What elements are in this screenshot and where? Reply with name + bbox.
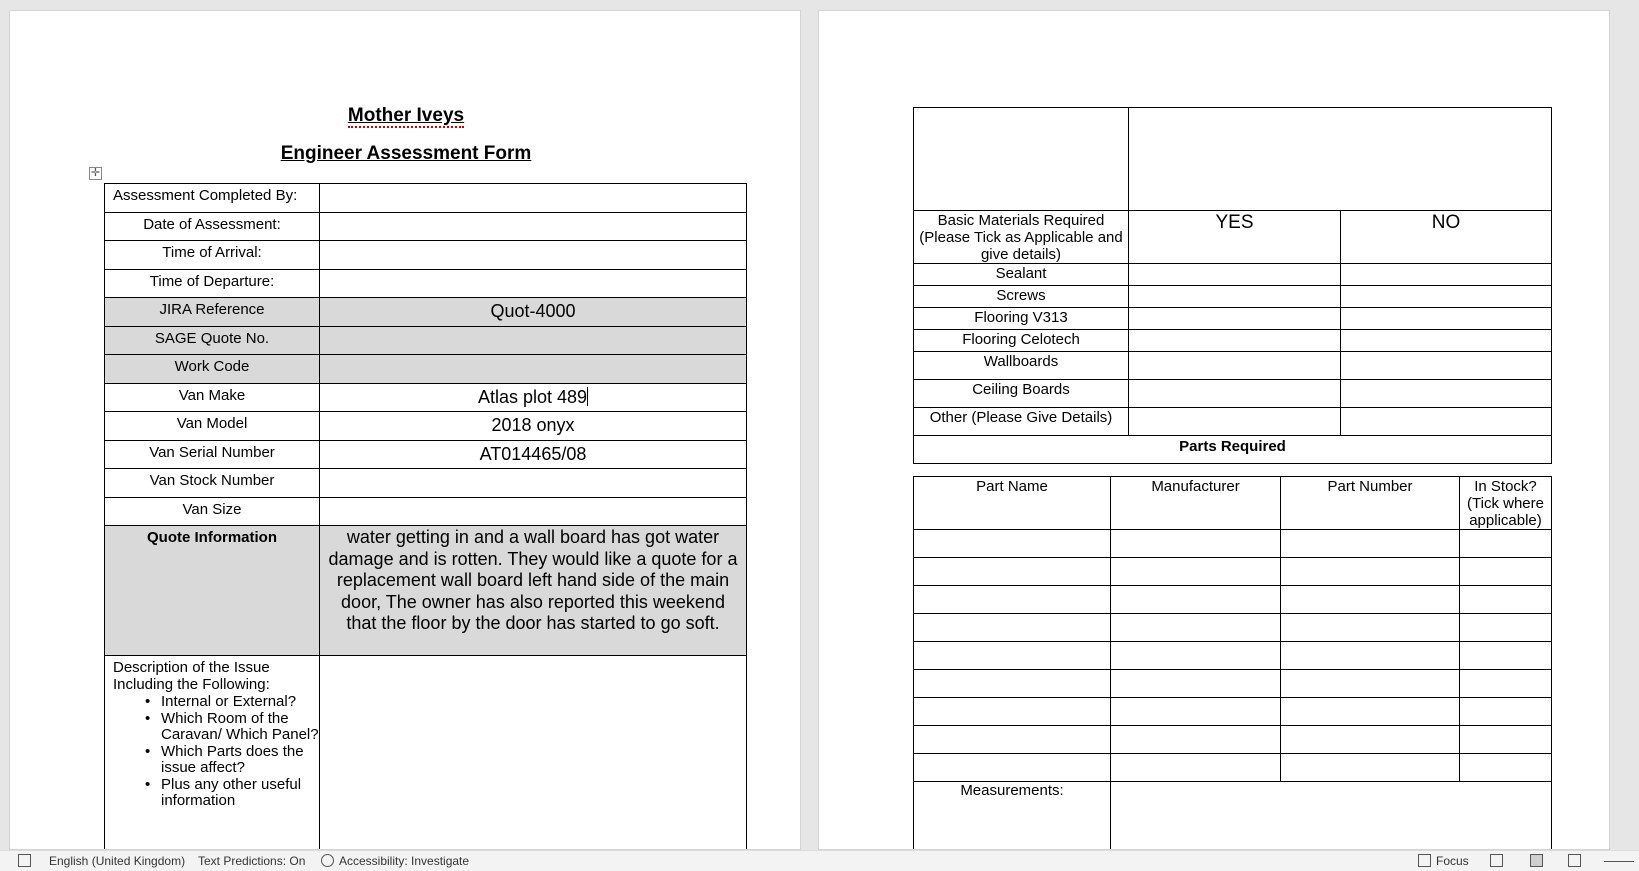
material-no-cell[interactable]	[1341, 308, 1552, 330]
form-row-van-serial	[105, 440, 747, 469]
parts-cell[interactable]	[1111, 586, 1281, 614]
text-cursor	[587, 387, 588, 406]
materials-top-left-cell[interactable]	[914, 108, 1129, 211]
material-yes-cell[interactable]	[1129, 408, 1341, 436]
material-label: Flooring Celotech	[914, 330, 1129, 352]
description-bullet: • Internal or External?	[113, 694, 319, 711]
focus-button[interactable]	[1418, 854, 1469, 868]
field-jira[interactable]: Quot-4000	[320, 298, 747, 327]
label-description	[105, 656, 320, 851]
materials-top-right-cell[interactable]	[1129, 108, 1552, 211]
read-mode-button[interactable]	[1490, 854, 1508, 868]
parts-cell[interactable]	[1281, 614, 1460, 642]
material-label: Flooring V313	[914, 308, 1129, 330]
material-row-ceiling-boards	[914, 380, 1552, 408]
material-row-flooring-celotech	[914, 330, 1552, 352]
table-move-handle-icon[interactable]: ✛	[90, 167, 101, 179]
parts-row	[914, 586, 1552, 614]
label-date: Date of Assessment:	[105, 212, 320, 241]
accessibility-indicator[interactable]	[321, 854, 469, 868]
accessibility-icon	[321, 854, 334, 867]
status-bar	[0, 850, 1639, 871]
parts-row	[914, 614, 1552, 642]
description-heading: Description of the Issue Including the Following:	[113, 659, 270, 693]
measurements-field[interactable]	[1111, 782, 1552, 851]
parts-title-row	[914, 436, 1552, 464]
parts-row	[914, 558, 1552, 586]
parts-cell[interactable]	[1111, 614, 1281, 642]
web-layout-icon	[1568, 854, 1581, 867]
parts-cell[interactable]	[914, 642, 1111, 670]
no-column-header: NO	[1341, 211, 1552, 264]
material-label: Sealant	[914, 264, 1129, 286]
form-row-quote	[105, 526, 747, 656]
parts-cell[interactable]	[914, 698, 1111, 726]
parts-row	[914, 530, 1552, 558]
label-sage: SAGE Quote No.	[105, 326, 320, 355]
parts-cell[interactable]	[914, 586, 1111, 614]
description-bullet: • Which Room of the Caravan/ Which Panel?	[113, 711, 319, 744]
parts-row	[914, 670, 1552, 698]
material-yes-cell[interactable]	[1129, 330, 1341, 352]
field-description[interactable]	[320, 656, 747, 851]
material-row-flooring-v313	[914, 308, 1552, 330]
parts-header-name: Part Name	[914, 477, 1111, 530]
label-quote-info: Quote Information	[105, 526, 320, 656]
parts-cell[interactable]	[1111, 670, 1281, 698]
material-yes-cell[interactable]	[1129, 380, 1341, 408]
read-mode-icon	[1490, 854, 1503, 867]
parts-cell[interactable]	[914, 726, 1111, 754]
field-completed-by[interactable]	[320, 184, 747, 213]
document-page-2[interactable]	[818, 10, 1610, 850]
description-bullet-list	[113, 694, 319, 810]
parts-cell[interactable]	[1111, 530, 1281, 558]
parts-cell[interactable]	[1281, 670, 1460, 698]
yes-column-header: YES	[1129, 211, 1341, 264]
parts-cell[interactable]	[1460, 558, 1552, 586]
materials-header-label: Basic Materials Required (Please Tick as Applicable and give details)	[914, 211, 1129, 264]
field-date[interactable]	[320, 212, 747, 241]
form-row-van-stock	[105, 469, 747, 498]
label-van-make: Van Make	[105, 383, 320, 412]
parts-cell[interactable]	[1281, 642, 1460, 670]
zoom-slider[interactable]	[1604, 861, 1634, 862]
parts-cell[interactable]	[914, 754, 1111, 782]
parts-row	[914, 698, 1552, 726]
field-van-make[interactable]	[320, 383, 747, 412]
parts-cell[interactable]	[1460, 614, 1552, 642]
accessibility-label: Accessibility: Investigate	[339, 854, 470, 868]
language-indicator[interactable]: English (United Kingdom)	[49, 854, 186, 868]
material-label: Ceiling Boards	[914, 380, 1129, 408]
form-row-van-make	[105, 383, 747, 412]
materials-top-row	[914, 108, 1552, 211]
parts-header-row	[914, 477, 1552, 530]
parts-cell[interactable]	[914, 530, 1111, 558]
parts-table	[913, 476, 1552, 850]
proofing-icon[interactable]	[18, 854, 36, 868]
field-van-stock[interactable]	[320, 469, 747, 498]
field-sage[interactable]	[320, 326, 747, 355]
label-van-model: Van Model	[105, 412, 320, 441]
field-van-size[interactable]	[320, 497, 747, 526]
web-layout-button[interactable]	[1568, 854, 1586, 868]
parts-cell[interactable]	[1111, 754, 1281, 782]
parts-cell[interactable]	[1111, 698, 1281, 726]
form-row-jira	[105, 298, 747, 327]
material-row-screws	[914, 286, 1552, 308]
parts-row	[914, 726, 1552, 754]
parts-cell[interactable]	[1460, 698, 1552, 726]
material-label: Screws	[914, 286, 1129, 308]
material-no-cell[interactable]	[1341, 286, 1552, 308]
form-row-work-code	[105, 355, 747, 384]
field-departure[interactable]	[320, 269, 747, 298]
form-row-departure	[105, 269, 747, 298]
parts-required-heading: Parts Required	[914, 436, 1552, 464]
parts-cell[interactable]	[1460, 586, 1552, 614]
parts-cell[interactable]	[1281, 726, 1460, 754]
material-label: Other (Please Give Details)	[914, 408, 1129, 436]
van-make-text: Atlas plot 489	[477, 386, 588, 407]
field-quote-info[interactable]: water getting in and a wall board has got water damage and is rotten. They would like a quote for a replacement wall board left hand side of the main door, The owner has also reported this weekend that the floor by the door has started to go soft.	[320, 526, 747, 656]
material-no-cell[interactable]	[1341, 380, 1552, 408]
label-departure: Time of Departure:	[105, 269, 320, 298]
parts-cell[interactable]	[914, 670, 1111, 698]
form-title-document: Engineer Assessment Form	[280, 143, 532, 164]
parts-row	[914, 754, 1552, 782]
focus-icon	[1418, 854, 1431, 867]
material-yes-cell[interactable]	[1129, 352, 1341, 380]
description-bullet: • Which Parts does the issue affect?	[113, 744, 319, 777]
label-completed-by: Assessment Completed By:	[105, 184, 320, 213]
label-arrival: Time of Arrival:	[105, 241, 320, 270]
print-layout-icon	[1530, 854, 1543, 867]
parts-cell[interactable]	[1281, 530, 1460, 558]
parts-cell[interactable]	[1281, 698, 1460, 726]
parts-cell[interactable]	[1460, 754, 1552, 782]
label-van-serial: Van Serial Number	[105, 440, 320, 469]
print-layout-button[interactable]	[1530, 854, 1548, 868]
parts-header-manufacturer: Manufacturer	[1111, 477, 1281, 530]
parts-cell[interactable]	[1460, 726, 1552, 754]
label-jira: JIRA Reference	[105, 298, 320, 327]
form-row-date	[105, 212, 747, 241]
parts-header-in-stock: In Stock? (Tick where applicable)	[1460, 477, 1552, 530]
form-row-sage	[105, 326, 747, 355]
field-van-model[interactable]: 2018 onyx	[320, 412, 747, 441]
focus-label: Focus	[1436, 854, 1469, 868]
materials-header-row	[914, 211, 1552, 264]
field-arrival[interactable]	[320, 241, 747, 270]
parts-cell[interactable]	[1281, 558, 1460, 586]
label-van-stock: Van Stock Number	[105, 469, 320, 498]
material-no-cell[interactable]	[1341, 408, 1552, 436]
material-row-wallboards	[914, 352, 1552, 380]
parts-cell[interactable]	[914, 614, 1111, 642]
field-work-code[interactable]	[320, 355, 747, 384]
title-company-text: Mother Iveys	[347, 105, 465, 126]
measurements-label: Measurements:	[914, 782, 1111, 851]
form-title-company	[10, 105, 801, 127]
material-no-cell[interactable]	[1341, 352, 1552, 380]
material-label: Wallboards	[914, 352, 1129, 380]
form-row-description	[105, 656, 747, 851]
parts-header-number: Part Number	[1281, 477, 1460, 530]
parts-cell[interactable]	[1281, 586, 1460, 614]
parts-cell[interactable]	[914, 558, 1111, 586]
parts-cell[interactable]	[1281, 754, 1460, 782]
field-van-serial[interactable]: AT014465/08	[320, 440, 747, 469]
assessment-form-table	[104, 183, 747, 850]
label-work-code: Work Code	[105, 355, 320, 384]
parts-cell[interactable]	[1460, 670, 1552, 698]
material-yes-cell[interactable]	[1129, 264, 1341, 286]
parts-cell[interactable]	[1460, 530, 1552, 558]
parts-cell[interactable]	[1111, 558, 1281, 586]
parts-cell[interactable]	[1111, 642, 1281, 670]
materials-table	[913, 107, 1552, 464]
material-yes-cell[interactable]	[1129, 308, 1341, 330]
material-row-other	[914, 408, 1552, 436]
parts-row	[914, 642, 1552, 670]
parts-cell[interactable]	[1460, 642, 1552, 670]
measurements-row	[914, 782, 1552, 851]
description-bullet: • Plus any other useful information	[113, 777, 319, 810]
form-row-van-model	[105, 412, 747, 441]
form-row-arrival	[105, 241, 747, 270]
form-row-van-size	[105, 497, 747, 526]
document-page-1[interactable]	[9, 10, 801, 850]
text-predictions-indicator[interactable]: Text Predictions: On	[198, 854, 306, 868]
label-van-size: Van Size	[105, 497, 320, 526]
material-row-sealant	[914, 264, 1552, 286]
parts-cell[interactable]	[1111, 726, 1281, 754]
form-row-completed-by	[105, 184, 747, 213]
material-yes-cell[interactable]	[1129, 286, 1341, 308]
material-no-cell[interactable]	[1341, 264, 1552, 286]
material-no-cell[interactable]	[1341, 330, 1552, 352]
